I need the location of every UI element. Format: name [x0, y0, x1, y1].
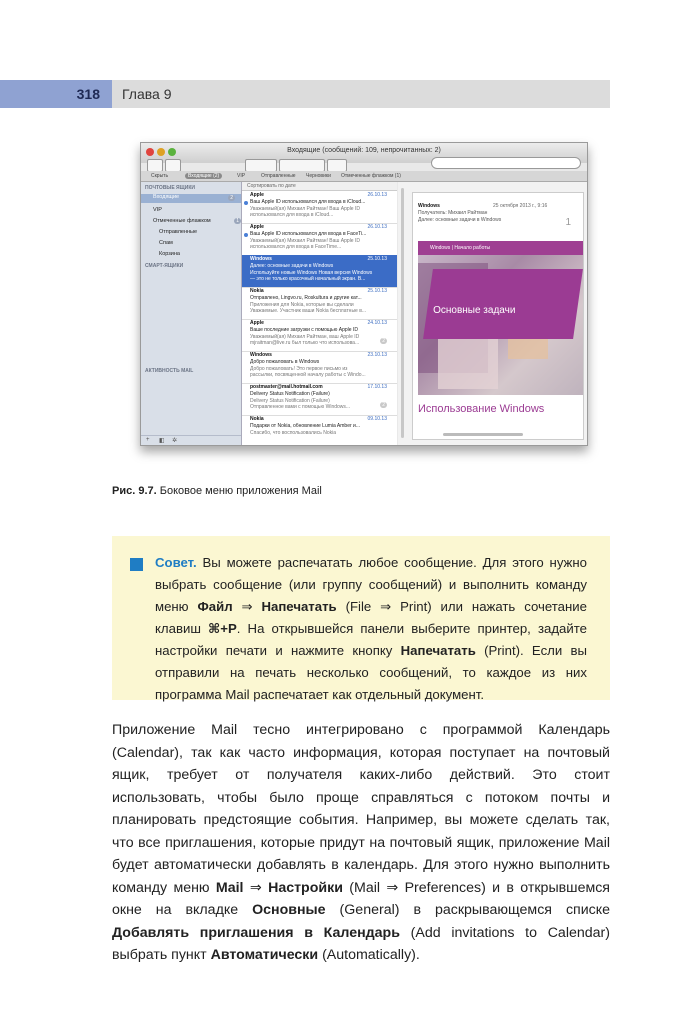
message-sender: Apple — [250, 192, 264, 198]
body-arrow: ⇒ — [243, 879, 269, 896]
page-number: 318 — [76, 86, 100, 102]
unread-badge: 2 — [230, 195, 233, 201]
fav-flagged[interactable]: Отмеченные флажком (1) — [341, 173, 401, 179]
sidebar-footer — [141, 435, 241, 446]
sidebar-item-sent[interactable]: Отправленные — [159, 229, 198, 235]
message-preview: использовался для входа в FaceTime... — [250, 244, 342, 250]
unread-dot-icon — [244, 233, 248, 237]
message-date: 25.10.13 — [367, 256, 387, 262]
preview-from: Windows — [418, 203, 440, 209]
message-date: 25.10.13 — [367, 288, 387, 294]
preview-page-number: 1 — [565, 217, 571, 228]
message-list — [242, 182, 397, 445]
hero-image — [418, 255, 583, 395]
flagged-badge: 1 — [236, 218, 239, 224]
message-subject: Ваш Apple ID использовался для входа в FaceTi... — [250, 231, 367, 237]
sort-bar[interactable] — [242, 182, 397, 191]
message-row[interactable] — [242, 415, 397, 446]
preview-date: 25 октября 2013 г., 9:16 — [493, 203, 548, 209]
message-preview: Уважаемый(ая) Михаил Райтман! Ваш Apple ID — [250, 238, 360, 244]
message-date: 24.10.13 — [367, 320, 387, 326]
body-bold: Mail — [215, 879, 244, 896]
tip-text — [155, 552, 587, 706]
sidebar-item-label: Входящие — [153, 194, 180, 200]
body-run: Приложение Mail тесно интегрировано с программой Календарь (Calendar), так как часто информация, которая поступает на почтовый ящик, требует от получателя каких-либо действий. Это стоит использовать, чтобы было проще справляться с потоком почты и планировать предстоящие события. Например, вы можете сделать так, что все приглашения, которые придут на почтовый ящик, приложение Mail будет автоматически добавлять в календарь. Для этого нужно выполнить команду меню — [112, 722, 610, 896]
fav-inbox[interactable]: Входящие (2) — [185, 173, 222, 179]
message-preview: Delivery Status Notification (Failure) — [250, 398, 330, 404]
message-preview: Уважаемые. Участник ваши Nokia бесплатные в... — [250, 308, 367, 314]
sidebar-item-trash[interactable]: Корзина — [159, 251, 180, 257]
tip-run: . На открывшейся панели выберите принтер, задайте настройки печати и нажмите кнопку — [155, 621, 587, 658]
chapter-bar — [112, 80, 610, 108]
message-row[interactable] — [242, 351, 397, 384]
message-sender: Windows — [250, 352, 272, 358]
window-title: Входящие (сообщений: 109, непрочитанных: 2) — [287, 147, 441, 154]
tip-bold: ⌘+P — [208, 621, 237, 636]
fav-drafts[interactable]: Черновики — [306, 173, 331, 179]
body-run: (Mail ⇒ Preferences) и в открывшемся окне на вкладке — [112, 879, 610, 918]
message-preview: Отправленное вами с помощью Windows... — [250, 404, 351, 410]
sidebar-header-mailboxes: ПОЧТОВЫЕ ЯЩИКИ — [145, 185, 195, 191]
body-bold: Основные — [252, 902, 326, 918]
mail-window-screenshot — [140, 142, 588, 446]
message-row[interactable] — [242, 191, 397, 224]
preview-subject: Далее: основные задачи в Windows — [418, 217, 502, 223]
sidebar-item-spam[interactable]: Спам — [159, 240, 173, 246]
message-row[interactable] — [242, 383, 397, 416]
message-date: 26.10.13 — [367, 192, 387, 198]
viewer-scrollbar[interactable] — [401, 188, 404, 438]
show-activity-icon[interactable]: ◧ — [159, 438, 165, 444]
windows-banner — [418, 241, 583, 255]
body-bold: Добавлять приглашения в Календарь — [112, 924, 400, 941]
message-sender: Apple — [250, 320, 264, 326]
hero-tile — [423, 269, 583, 339]
page-number-box — [0, 80, 112, 108]
fav-sent[interactable]: Отправленные — [261, 173, 296, 179]
thread-count-badge: 2 — [382, 338, 385, 344]
favorites-bar — [141, 171, 587, 182]
body-bold: Автоматически — [210, 947, 319, 963]
mail-sidebar — [141, 182, 242, 445]
message-date: 09.10.13 — [367, 416, 387, 422]
message-date: 17.10.13 — [367, 384, 387, 390]
body-run: (Automatically). — [318, 947, 420, 963]
message-subject: Ваше последние загрузки с помощью Apple ID — [250, 327, 358, 333]
body-run: (General) в раскрывающемся списке — [325, 902, 610, 918]
hero-shape — [508, 339, 548, 359]
tip-arrow: ⇒ — [232, 599, 262, 614]
message-content — [412, 192, 584, 440]
message-row[interactable] — [242, 287, 397, 320]
hero-shape — [438, 339, 498, 389]
caption-text: Боковое меню приложения Mail — [156, 485, 322, 497]
tip-bold: Напечатать — [261, 599, 337, 614]
thread-count-badge: 2 — [382, 402, 385, 408]
message-row[interactable] — [242, 223, 397, 256]
message-subject: Добро пожаловать в Windows — [250, 359, 320, 365]
message-preview: Приложения для Nokia, которые вы сделали — [250, 302, 354, 308]
message-subject: Ваш Apple ID использовался для входа в iCloud... — [250, 199, 366, 205]
sidebar-item-flagged[interactable] — [153, 218, 241, 224]
chapter-title: Глава 9 — [122, 86, 172, 102]
sidebar-item-vip[interactable]: VIP — [153, 207, 162, 213]
message-subject: Отправлено, Lingvo.ru, Roskultura и другие кат... — [250, 295, 362, 301]
body-paragraph — [112, 719, 610, 967]
message-preview: Используйте новые Windows Новая версия Windows — [250, 270, 373, 276]
sidebar-header-activity: АКТИВНОСТЬ MAIL — [145, 368, 194, 374]
message-sender: Windows — [250, 256, 272, 262]
search-input[interactable] — [431, 157, 581, 169]
message-date: 26.10.13 — [367, 224, 387, 230]
sort-label: Сортировать по дате — [247, 183, 296, 189]
body-bold: Настройки — [268, 879, 343, 896]
message-preview: Добро пожаловать! Это первое письмо из — [250, 366, 348, 372]
add-mailbox-icon[interactable]: + — [146, 437, 150, 443]
message-subject: Delivery Status Notification (Failure) — [250, 391, 330, 397]
message-sender: Apple — [250, 224, 264, 230]
tip-run: (Print). Если вы отправили на печать несколько сообщений, то каждое из них программа Mail распечатает как отдельный документ. — [155, 643, 587, 702]
tip-marker-icon — [130, 558, 143, 571]
preview-to: Получатель: Михаил Райтман — [418, 210, 488, 216]
tip-label: Совет. — [155, 555, 197, 570]
unread-dot-icon — [244, 201, 248, 205]
sidebar-item-inbox[interactable] — [141, 194, 241, 203]
preview-footer-heading: Использование Windows — [418, 403, 545, 415]
figure-caption — [112, 485, 322, 497]
caption-label: Рис. 9.7. — [112, 485, 157, 497]
message-preview: Уважаемый(ая) Михаил Райтман, ваш Apple ID — [250, 334, 360, 340]
sidebar-item-label: Отмеченные флажком — [153, 218, 211, 224]
gear-icon[interactable]: ✲ — [172, 438, 178, 444]
fav-hide[interactable]: Скрыть — [151, 173, 169, 179]
message-preview: рассылки, посвященной началу работы с Windo... — [250, 372, 366, 378]
message-date: 23.10.13 — [367, 352, 387, 358]
message-preview: — это не только красочный начальный экран. В... — [250, 276, 366, 282]
tip-bold: Файл — [197, 599, 233, 614]
message-sender: Nokia — [250, 416, 264, 422]
tip-bold: Напечатать — [400, 643, 476, 658]
message-viewer — [398, 182, 587, 445]
message-row-selected[interactable] — [242, 255, 397, 288]
message-preview: Спасибо, что воспользовались Nokia — [250, 430, 336, 436]
sidebar-header-smart: СМАРТ-ЯЩИКИ — [145, 263, 184, 269]
body-run: (Add invitations to Calendar) выбрать пункт — [112, 924, 610, 963]
message-sender: Nokia — [250, 288, 264, 294]
tip-box — [112, 536, 610, 700]
message-subject: Подарки от Nokia, обновление Lumia Amber и... — [250, 423, 360, 429]
tip-run: (File ⇒ Print) или нажать сочетание клавиш — [155, 599, 587, 636]
message-preview: использовался для входа в iCloud... — [250, 212, 334, 218]
tip-run: Вы можете распечатать любое сообщение. Для этого нужно выбрать сообщение (или группу сообщений) и выполнить команду меню — [155, 555, 587, 614]
message-sender: postmaster@mail.hotmail.com — [250, 384, 323, 390]
windows-banner-text: Windows | Начало работы — [430, 245, 491, 251]
fav-vip[interactable]: VIP — [237, 173, 246, 179]
message-preview: mjraitman@live.ru был только что использова... — [250, 340, 360, 346]
horizontal-scrollbar[interactable] — [443, 433, 523, 436]
hero-text: Основные задачи — [433, 305, 516, 316]
message-subject: Далее: основные задачи в Windows — [250, 263, 334, 269]
message-row[interactable] — [242, 319, 397, 352]
message-preview: Уважаемый(ая) Михаил Райтман! Ваш Apple ID — [250, 206, 360, 212]
